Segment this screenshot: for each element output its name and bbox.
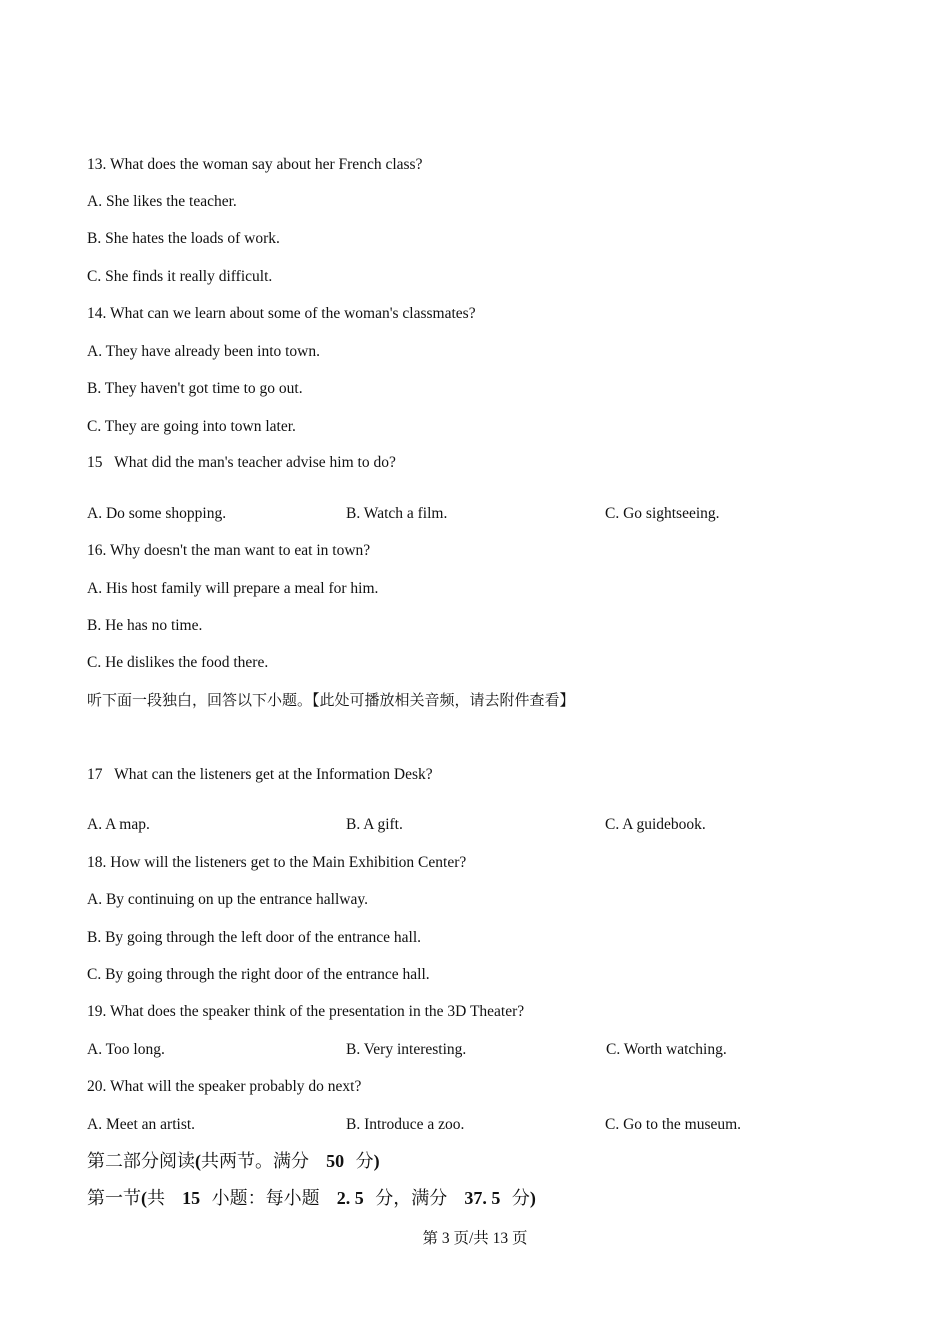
question-19-stem: 19. What does the speaker think of the presentation in the 3D Theater? (87, 1003, 525, 1020)
question-16-option-b: B. He has no time. (87, 617, 203, 634)
page-number-footer: 第 3 页/共 13 页 (422, 1230, 528, 1247)
question-19-option-b: B. Very interesting. (346, 1041, 467, 1058)
question-13-option-c: C. She finds it really difficult. (87, 268, 273, 285)
question-18-option-a: A. By continuing on up the entrance hallway. (87, 891, 368, 908)
question-14-stem: 14. What can we learn about some of the woman's classmates? (87, 305, 476, 322)
question-20-option-b: B. Introduce a zoo. (346, 1116, 465, 1133)
monologue-instruction: 听下面一段独白，回答以下小题。【此处可播放相关音频，请去附件查看】 (87, 691, 575, 709)
question-16-option-c: C. He dislikes the food there. (87, 654, 269, 671)
question-15-option-c: C. Go sightseeing. (605, 505, 720, 522)
question-17-option-b: B. A gift. (346, 816, 403, 833)
part-two-heading: 第二部分阅读(共两节。满分 50 分) (87, 1151, 380, 1172)
question-13-option-a: A. She likes the teacher. (87, 193, 237, 210)
question-20-option-a: A. Meet an artist. (87, 1116, 196, 1133)
question-17-stem: 17 What can the listeners get at the Information Desk? (87, 766, 433, 783)
question-20-stem: 20. What will the speaker probably do next? (87, 1078, 362, 1095)
question-14-option-a: A. They have already been into town. (87, 343, 320, 360)
question-19-option-a: A. Too long. (87, 1041, 165, 1058)
section-one-heading: 第一节(共 15 小题：每小题 2. 5 分，满分 37. 5 分) (87, 1188, 536, 1209)
question-14-option-b: B. They haven't got time to go out. (87, 380, 303, 397)
question-17-option-a: A. A map. (87, 816, 150, 833)
question-15-stem: 15 What did the man's teacher advise him to do? (87, 454, 396, 471)
question-18-stem: 18. How will the listeners get to the Main Exhibition Center? (87, 854, 467, 871)
question-16-option-a: A. His host family will prepare a meal for him. (87, 580, 379, 597)
question-13-stem: 13. What does the woman say about her French class? (87, 156, 423, 173)
question-18-option-b: B. By going through the left door of the entrance hall. (87, 929, 422, 946)
question-15-option-b: B. Watch a film. (346, 505, 448, 522)
question-15-option-a: A. Do some shopping. (87, 505, 227, 522)
question-20-option-c: C. Go to the museum. (605, 1116, 742, 1133)
question-16-stem: 16. Why doesn't the man want to eat in town? (87, 542, 371, 559)
question-19-option-c: C. Worth watching. (606, 1041, 727, 1058)
question-18-option-c: C. By going through the right door of the entrance hall. (87, 966, 430, 983)
question-13-option-b: B. She hates the loads of work. (87, 230, 280, 247)
question-17-option-c: C. A guidebook. (605, 816, 706, 833)
question-14-option-c: C. They are going into town later. (87, 418, 296, 435)
